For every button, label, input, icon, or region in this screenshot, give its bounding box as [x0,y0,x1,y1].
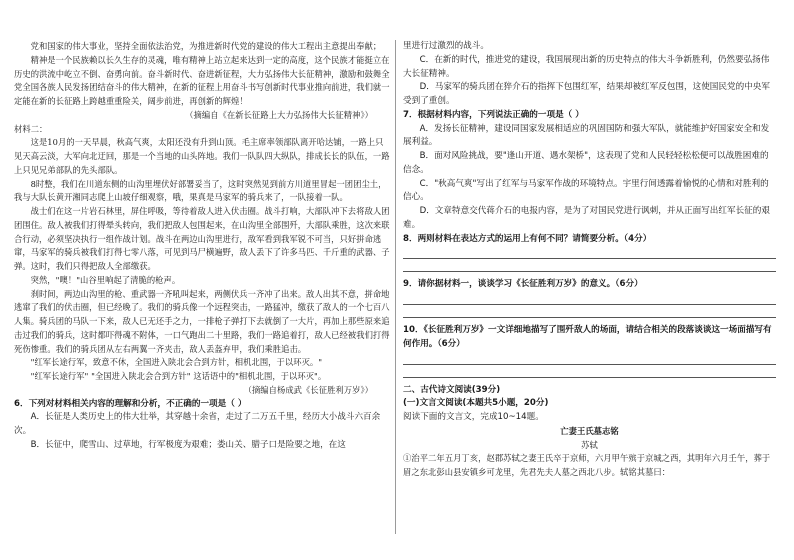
subsection-1-heading: (一)文言文阅读(本题共5小题，20分) [403,398,549,409]
question-7-option-c: C．"秋高气爽"写出了红军与马家军作战的环境特点。宇里行间透露着愉悦的心情和对胜利的信心。 [403,178,769,203]
question-7: 7．根据材料内容，下列说法正确的一项是（ ） [403,109,584,120]
material-2-para-5: 刹时间，两边山沟里的枪、重武器一齐吼叫起来，两侧伏兵一齐冲了出来。敌人出其不意，拼命地逃窜了我们的伏击圈，但已经晚了。我们的骑兵像一个远程突击，一路猛冲，缴获了敌人的一个七百八人集。骑兵团的马队一下来，敌人已无还手之力，一排枪子弹打下去就倒了一大片，再加上那些原来追击过我们的骑兵，这时都吓得魂不附体，一口气跑出二十里路，我们一路追着打，敌人已经被我们打得死伤惨重。我们的骑兵团从左右两翼一齐夹击，敌人丢盔弃甲，我们乘胜追击。 [14,288,390,354]
question-6-option-b: B．长征中，爬雪山、过草地，行军极度为艰难；娄山关、腊子口是险要之地，在这 [30,439,346,450]
reading-instruction: 阅读下面的文言文，完成10~14题。 [403,412,544,422]
intro-paragraph: 精神是一个民族赖以长久生存的灵魂，唯有精神上站立起来达到一定的高度，这个民族才能挺立在历史的洪流中屹立不倒、奋勇向前。奋斗新时代、奋进新征程，大力弘扬伟大长征精神，激励和鼓舞全党全国各族人民发扬团结奋斗的伟大精神，在新的征程上用奋斗书写创新时代事业推向前进，我们就一定能在新的长征路上跨越重重险关，阔步前进，再创新的辉煌！ [14,54,390,106]
option-b-continuation: 里进行过激烈的战斗。 [403,41,489,51]
question-7-option-d: D．文章特意交代蒋介石的电报内容，是为了对国民党进行讽刺，并从正面写出红军长征的艰难。 [403,206,770,230]
right-column [403,40,776,534]
source-citation-2: （摘编自杨成武《长征胜利万岁》） [243,384,373,395]
telegram-quote-1: "红军长途行军，致意不休，全国进入陕北会合到方针，相机北围，于以环灭。" [30,357,323,368]
source-citation-1: （摘编自《在新长征路上大力弘扬伟大长征精神》） [185,109,373,120]
question-6-option-d: D．马家军的骑兵团在猝介石的指挥下包围红军，结果却被红军反包围，这使国民党的中央军受到了重创。 [403,82,770,106]
passage-body: ①治平二年五月丁亥，赵郡苏轼之妻王氏卒于京师，六月甲午殡于京城之西，其明年六月壬午，葬于眉之东北彭山县安镇乡可龙里，先君先夫人墓之西北八步。轼铭其墓曰： [403,453,771,477]
material-2-para-4: 突然，"噢！"山谷里响起了清脆的枪声。 [30,274,181,285]
material-2-para-3: 战士们在这一片岩石林里，屏住呼吸，等待着敌人进入伏击圈。战斗打响，大部队冲下去将敌人团团围住。敌人被我们打得晕头转向，我们把敌人包围起来，在山沟里全部围歼，大部队乘胜，这次来联合行动，必须坚决执行一组作战计划。战斗在两边山沟里进行，敌军看到我军锐不可当，只好拼命逃窜，马家军的骑兵被我们打得七零八落，可见到马尸横遍野，敌人丢下了许多马匹、千斤重的武器、子弹。这时，我们只得把敌人全部缴获。 [14,206,390,271]
intro-line-1: 党和国家的伟大事业，坚持全面依法治党，为推进新时代党的建设的伟大工程出主意提出奉献； [30,41,382,51]
question-6-option-a: A．长征是人类历史上的伟大壮举，其穿越十余省，走过了二万五千里，经历大小战斗六百余次。 [14,412,381,436]
question-7-option-b: B．面对风险挑战，要"逢山开道、遇水架桥"，这表现了党和人民轻轻松松便可以战胜困难的信念。 [403,151,769,175]
passage-author: 苏轼 [581,439,598,450]
material-2-para-1: 这是10月的一天早晨，秋高气爽，太阳还没有升到山顶。毛主席率领部队离开哈达铺，一路上只见天高云淡，大军向北迂回，那是一个当地的山头阵地。我们一队队四大纵队，排成长长的队伍，一路上只见兄弟部队的先头部队。 [14,137,390,175]
left-column [14,40,396,534]
material-2-label: 材料二： [14,123,48,134]
question-7-option-a: A．发扬长征精神，建设同国家发展相适应的巩固国防和强大军队，就能维护好国家安全和发展利益。 [403,123,770,148]
material-2-para-2: 8时整，我们在川道东侧的山沟里埋伏好部署妥当了，这时突然见到前方川道里冒起一团团尘土，我与大队长黄开湘同志爬上山坡仔细观察，哦，果真是马家军的骑兵来了，一队接着一队。 [14,178,387,203]
section-2-heading: 二、古代诗文阅读(39分) [403,384,501,395]
passage-title: 亡妻王氏墓志铭 [560,425,619,436]
question-6: 6．下列对材料相关内容的理解和分析，不正确的一项是（ ） [14,398,247,409]
question-9: 9．请你据材料一，谈谈学习《长征胜利万岁》的意义。（6分） [403,279,643,290]
question-8: 8．两则材料在表达方式的运用上有何不同？请简要分析。（4分） [403,233,652,244]
question-6-option-c: C．在新的时代，推进党的建设，我国展现出新的历史特点的伟大斗争新胜利，仍然要弘扬伟大长征精神。 [403,54,770,79]
question-10: 10．《长征胜利万岁》一文详细地描写了围歼敌人的场面，请结合相关的段落谈谈这一场面描写有何作用。（6分） [403,325,772,349]
telegram-quote-2: "红军长途行军" "全国进入陕北会合到方针" 这话语中的"相机北围，于以环灭"。 [30,371,327,381]
